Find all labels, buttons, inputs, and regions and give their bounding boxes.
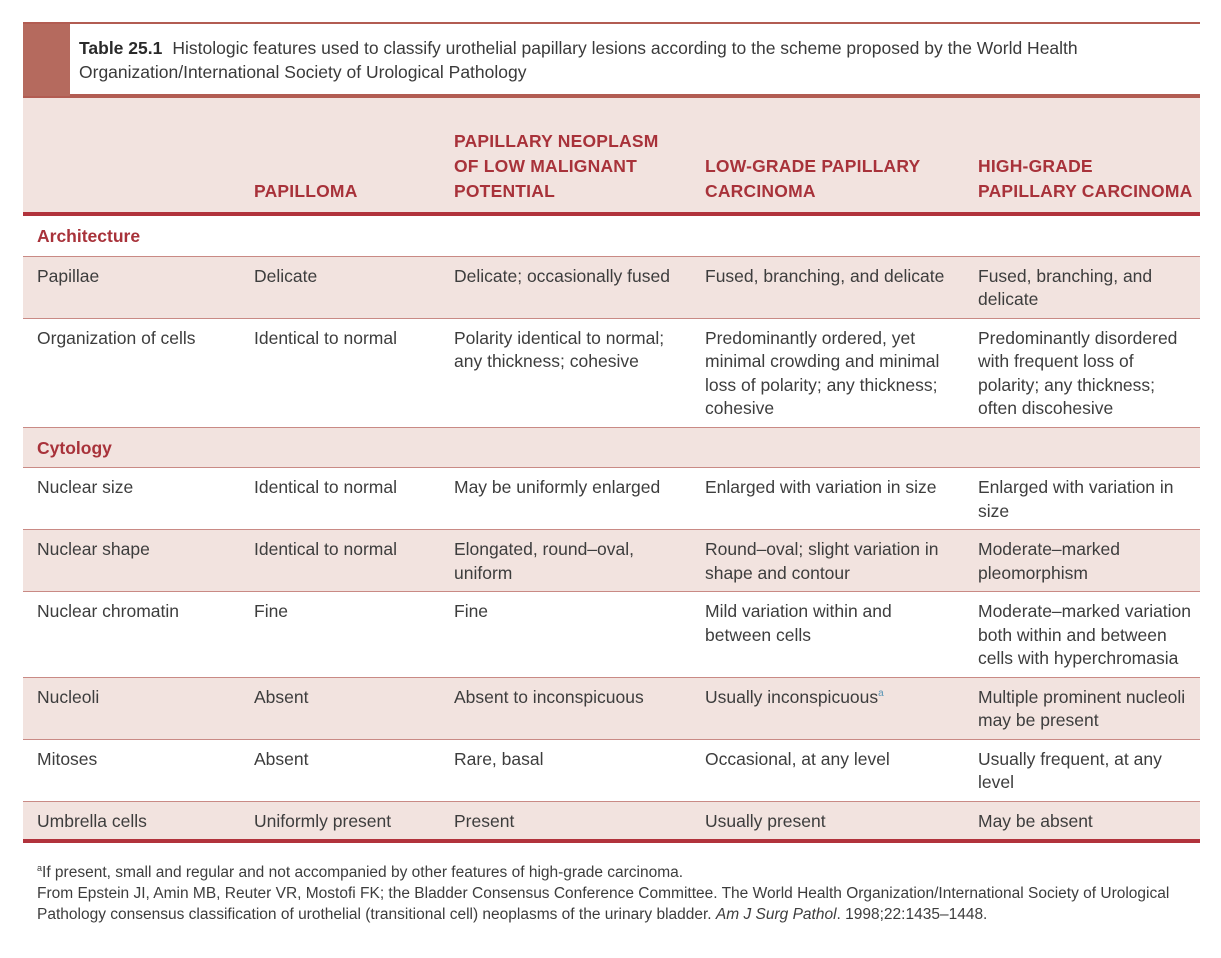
- table-frame: [23, 22, 1200, 843]
- table-cell: Predominantly disordered with frequent loss of polarity; any thickness; often discohesive: [964, 318, 1200, 427]
- table-cell: Usually frequent, at any level: [964, 739, 1200, 801]
- row-label: Mitoses: [23, 739, 240, 801]
- table-cell: Uniformly present: [240, 801, 440, 841]
- table-cell: Absent: [240, 677, 440, 739]
- table-cell: Delicate; occasionally fused: [440, 256, 691, 318]
- footnote-a: [37, 862, 1197, 883]
- row-label: Nuclear size: [23, 468, 240, 530]
- table-cell: Delicate: [240, 256, 440, 318]
- table-cell: Elongated, round–oval, uniform: [440, 530, 691, 592]
- header-high-grade: HIGH-GRADE PAPILLARY CARCINOMA: [964, 98, 1200, 214]
- cell-text: Usually inconspicuous: [705, 686, 879, 707]
- table-cell: [691, 677, 964, 739]
- row-label: Nuclear shape: [23, 530, 240, 592]
- header-pnlmp: PAPILLARY NEOPLASM OF LOW MALIGNANT POTENTIAL: [440, 98, 691, 214]
- table-cell: Identical to normal: [240, 318, 440, 427]
- row-label: Nucleoli: [23, 677, 240, 739]
- header-row: [23, 98, 1200, 214]
- row-label: Umbrella cells: [23, 801, 240, 841]
- table-cell: Moderate–marked variation both within and between cells with hyperchromasia: [964, 592, 1200, 678]
- section-label: Architecture: [23, 214, 1200, 256]
- citation-journal: Am J Surg Pathol: [715, 906, 837, 923]
- section-row-architecture: [23, 214, 1200, 256]
- row-label: Papillae: [23, 256, 240, 318]
- row-label: Nuclear chromatin: [23, 592, 240, 678]
- table-row: [23, 530, 1200, 592]
- table-cell: Usually present: [691, 801, 964, 841]
- source-citation: [37, 883, 1197, 925]
- footnote-text: If present, small and regular and not accompanied by other features of high-grade carcinoma.: [42, 864, 684, 881]
- table-footnotes: [37, 862, 1197, 925]
- table-cell: Identical to normal: [240, 530, 440, 592]
- caption-tab-marker: [23, 24, 70, 96]
- table-row: [23, 739, 1200, 801]
- table-cell: Polarity identical to normal; any thickness; cohesive: [440, 318, 691, 427]
- table-cell: Absent to inconspicuous: [440, 677, 691, 739]
- footnote-sup: a: [37, 862, 43, 873]
- table-cell: Multiple prominent nucleoli may be present: [964, 677, 1200, 739]
- table-cell: Moderate–marked pleomorphism: [964, 530, 1200, 592]
- table-cell: Predominantly ordered, yet minimal crowding and minimal loss of polarity; any thickness; cohesive: [691, 318, 964, 427]
- table-cell: Fused, branching, and delicate: [691, 256, 964, 318]
- header-papilloma: PAPILLOMA: [240, 98, 440, 214]
- section-row-cytology: [23, 427, 1200, 468]
- header-low-grade: LOW-GRADE PAPILLARY CARCINOMA: [691, 98, 964, 214]
- table-cell: May be uniformly enlarged: [440, 468, 691, 530]
- table-number: Table 25.1: [79, 38, 163, 58]
- citation-text: From Epstein JI, Amin MB, Reuter VR, Mostofi FK; the Bladder Consensus Conference Committee. The World Health Organization/International Society of Urological Pathology consensus classification of urothelial (transitional cell) neoplasms of the urinary bladder.: [37, 885, 1170, 923]
- table-cell: Identical to normal: [240, 468, 440, 530]
- table-cell: Fine: [440, 592, 691, 678]
- table-row: [23, 256, 1200, 318]
- table-cell: May be absent: [964, 801, 1200, 841]
- table-cell: Mild variation within and between cells: [691, 592, 964, 678]
- table-cell: Absent: [240, 739, 440, 801]
- table-row: [23, 318, 1200, 427]
- table-cell: Fused, branching, and delicate: [964, 256, 1200, 318]
- table-row: [23, 677, 1200, 739]
- histology-table: [23, 98, 1200, 843]
- table-cell: Fine: [240, 592, 440, 678]
- table-cell: Enlarged with variation in size: [691, 468, 964, 530]
- table-cell: Present: [440, 801, 691, 841]
- table-row: [23, 801, 1200, 841]
- table-cell: Round–oval; slight variation in shape and contour: [691, 530, 964, 592]
- row-label: Organization of cells: [23, 318, 240, 427]
- table-cell: Rare, basal: [440, 739, 691, 801]
- header-feature: [23, 98, 240, 214]
- table-cell: Occasional, at any level: [691, 739, 964, 801]
- table-row: [23, 468, 1200, 530]
- section-label: Cytology: [23, 427, 1200, 468]
- caption-text: Histologic features used to classify urothelial papillary lesions according to the scheme proposed by the World Health Organization/International Society of Urological Pathology: [79, 38, 1078, 82]
- table-caption: [23, 22, 1200, 94]
- table-cell: Enlarged with variation in size: [964, 468, 1200, 530]
- footnote-marker: a: [878, 687, 884, 699]
- citation-details: . 1998;22:1435–1448.: [836, 906, 988, 923]
- table-row: [23, 592, 1200, 678]
